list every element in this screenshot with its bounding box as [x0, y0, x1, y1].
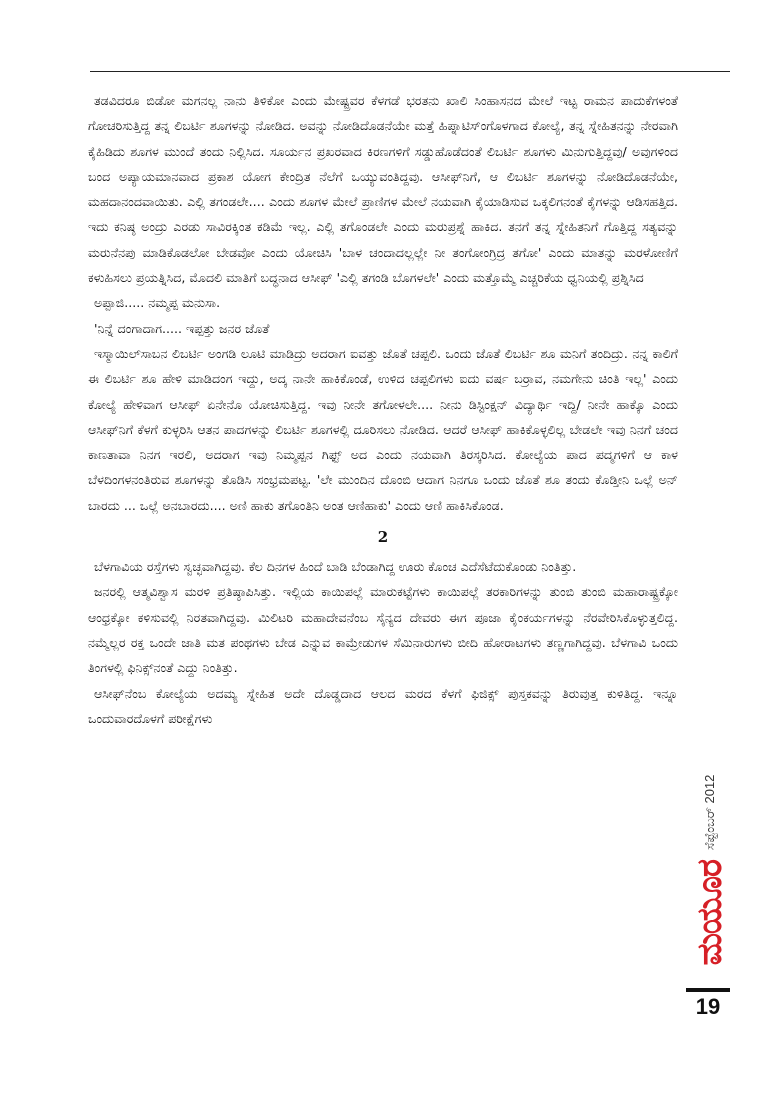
page-number: 19 — [695, 994, 721, 1019]
paragraph: ಅಪ್ಪಾಜಿ..... ನಮ್ಮಪ್ಪ ಮನುಸಾ. — [94, 295, 221, 311]
issue-date: ಸೆಪ್ಟೆಂಬರ್ 2012 — [702, 774, 717, 850]
paragraph: ಇಸ್ಮಾಯಿಲ್‌ಸಾಬನ ಲಿಬರ್ಟಿ ಅಂಗಡಿ ಲೂಟಿ ಮಾಡಿದ್ರು ಅದರಾಗ ಐವತ್ತು ಜೊತೆ ಚಪ್ಪಲಿ. ಒಂದು ಜೊತೆ ಲಿಬರ್ಟಿ ಶೂ ಮನಿಗೆ ತಂದಿದ್ರು. ನನ್ನ ಕಾಲಿಗೆ ಈ ಲಿಬರ್ಟಿ ಶೂ ಹೇಳಿ ಮಾಡಿದಂಗ ಇದ್ದು, ಅದ್ಕ ನಾನೇ ಹಾಕಿಕೊಂಡೆ, ಉಳಿದ ಚಪ್ಪಲಿಗಳು ಐದು ವರ್ಷ ಬರ್ರಾವ, ನಮಗೇನು ಚಿಂತಿ ಇಲ್ಲ' ಎಂದು ಕೋಲ್ಯೆ ಹೇಳಿವಾಗ ಆಸೀಫ್ ಏನೇನೊ ಯೋಚಿಸುತ್ತಿದ್ದ. ಇವು ನೀನೇ ತಗೋಳಲೇ.... ನೀನು ಡಿಸ್ಟಿಂಕ್ಷನ್ ವಿದ್ಯಾರ್ಥಿ ಇದ್ದಿ/ ನೀನೇ ಹಾಕ್ಕೊ ಎಂದು ಆಸೀಫ್‌ನಿಗೆ ಕೆಳಗೆ ಕುಳ್ಳರಿಸಿ ಆತನ ಪಾದಗಳನ್ನು ಲಿಬರ್ಟಿ ಶೂಗಳಲ್ಲಿ ದೂರಿಸಲು ನೋಡಿದ. ಆದರೆ ಆಸೀಫ್ ಹಾಕಿಕೊಳ್ಳಲಿಲ್ಲ ಬೇಡಲೇ ಇವು ನಿನಗೆ ಚಂದ ಕಾಣತಾವಾ ನಿನಗ ಇರಲಿ, ಅದರಾಗ ಇವು ನಿಮ್ಮಪ್ಪನ ಗಿಫ್ಟ್ ಅದ ಎಂದು ನಯವಾಗಿ ತಿರಸ್ಕರಿಸಿದ. ಕೋಲ್ಯೆಯ ಪಾದ ಪದ್ಮಗಳಿಗೆ ಆ ಕಾಳ ಬೆಳದಿಂಗಳನಂತಿರುವ ಶೂಗಳನ್ನು ತೊಡಿಸಿ ಸಂಭ್ರಮಪಟ್ಟ. 'ಲೇ ಮುಂದಿನ ದೊಂಬಿ ಆದಾಗ ನಿನಗೂ ಒಂದು ಜೊತೆ ಶೂ ತಂದು ಕೊಡ್ತೀನಿ ಒಲ್ಲೆ ಅನ್ ಬಾರದು ... ಒಲ್ಲೆ ಅನಬಾರದು.... ಅಣಿ ಹಾಕು ತಗೊಂತಿನಿ ಅಂತ ಆಣಿಹಾಕು' ಎಂದು ಆಣಿ ಹಾಕಿಸಿಕೊಂಡ. — [88, 345, 678, 513]
magazine-masthead — [685, 770, 735, 975]
top-rule — [90, 71, 730, 72]
paragraph: ತಡವಿದರೂ ಬಿಡೋ ಮಗನಲ್ಲ ನಾನು ತಿಳಿಕೋ ಎಂದು ಮೇಷ್ಟ್ರವರ ಕೆಳಗಡೆ ಭರತನು ಖಾಲಿ ಸಿಂಹಾಸನದ ಮೇಲೆ ಇಟ್ಟ ರಾಮನ ಪಾದುಕೆಗಳಂತೆ ಗೋಚರಿಸುತ್ತಿದ್ದ ತನ್ನ ಲಿಬರ್ಟಿ ಶೂಗಳನ್ನು ನೋಡಿದ. ಅವನ್ನು ನೋಡಿದೊಡನೆಯೇ ಮತ್ತೆ ಹಿಪ್ನಾಟಿಸ್ಂಗೊಳಗಾದ ಕೋಲ್ಯೆ, ತನ್ನ ಸ್ನೇಹಿತನನ್ನು ನೇರವಾಗಿ ಕೈಹಿಡಿದು ಶೂಗಳ ಮುಂದೆ ತಂದು ನಿಲ್ಲಿಸಿದ. ಸೂರ್ಯನ ಪ್ರಖರವಾದ ಕಿರಣಗಳಿಗೆ ಸಡ್ಡುಹೊಡೆದಂತೆ ಲಿಬರ್ಟಿ ಶೂಗಳು ಮಿನುಗುತ್ತಿದ್ದವು/ ಅವುಗಳಿಂದ ಬಂದ ಅಪ್ಯಾಯಮಾನವಾದ ಪ್ರಕಾಶ ಯೋಗ ಕೇಂದ್ರಿತ ನೆಲೆಗೆ ಒಯ್ಯುವಂತಿದ್ದವು. ಆಸೀಫ್‌ನಿಗೆ, ಆ ಲಿಬರ್ಟಿ ಶೂಗಳನ್ನು ನೋಡಿದೊಡನೆಯೇ, ಮಹದಾನಂದವಾಯಿತು. ಎಲ್ಲಿ ತಗಂಡಲೇ.... ಎಂದು ಶೂಗಳ ಮೇಲೆ ಪ್ರಾಣಿಗಳ ಮೇಲೆ ನಯವಾಗಿ ಕೈಯಾಡಿಸುವ ಒಕ್ಕಲಿಗನಂತೆ ಕೈಗಳನ್ನು ಆಡಿಸಹತ್ತಿದ. ಇದು ಕನಿಷ್ಠ ಅಂದ್ರು ಎರಡು ಸಾವಿರಕ್ಕಿಂತ ಕಡಿಮೆ ಇಲ್ಲ. ಎಲ್ಲಿ ತಗೊಂಡಲೇ ಎಂದು ಮರುಪ್ರಶ್ನೆ ಹಾಕಿದ. ತನಗೆ ತನ್ನ ಸ್ನೇಹಿತನಿಗೆ ಗೊತ್ತಿದ್ದ ಸತ್ಯವನ್ನು ಮರುನೆನಪು ಮಾಡಿಕೊಡಲೋ ಬೇಡವೋ ಎಂದು ಯೋಚಿಸಿ 'ಬಾಳ ಚಂದಾದಲ್ಲಲ್ಲೇ ನೀ ತಂಗೋಂಗ್ರಿದ್ರ ತಗೋ' ಎಂದು ಮಾತನ್ನು ಮರಳೋಣಿಗೆ ಕಳುಹಿಸಲು ಪ್ರಯತ್ನಿಸಿದ, ಮೊದಲಿ ಮಾತಿಗೆ ಬದ್ಧನಾದ ಆಸೀಫ್ 'ಎಲ್ಲಿ ತಗಂಡಿ ಬೊಗಳಲೇ' ಎಂದು ಮತ್ತೊಮ್ಮೆ ಎಚ್ಚರಿಕೆಯ ಧ್ವನಿಯಲ್ಲಿ ಪ್ರಶ್ನಿಸಿದ — [88, 93, 678, 286]
paragraph: ಜನರಲ್ಲಿ ಆತ್ಮವಿಶ್ವಾಸ ಮರಳಿ ಪ್ರತಿಷ್ಠಾಪಿಸಿತ್ತು. ಇಲ್ಲಿಯ ಕಾಯಿಪಲ್ಲೆ ಮಾರುಕಟ್ಟೆಗಳು ಕಾಯಿಪಲ್ಲೆ ತರಕಾರಿಗಳನ್ನು ತುಂಬಿ ತುಂಬಿ ಮಹಾರಾಷ್ಟ್ರಕ್ಕೋ ಆಂಧ್ರಕ್ಕೋ ಕಳಿಸುವಲ್ಲಿ ನಿರತವಾಗಿದ್ದವು. ಮಿಲಿಟರಿ ಮಹಾದೇವನೆಂಬ ಸೈನ್ಯದ ದೇವರು ಈಗ ಪೂಜಾ ಕೈಂಕರ್ಯಗಳನ್ನು ನೆರವೇರಿಸಿಕೊಳ್ಳುತ್ತಲಿದ್ದ. ನಮ್ಮೆಲ್ಲರ ರಕ್ತ ಒಂದೇ ಜಾತಿ ಮತ ಪಂಥಗಳು ಬೇಡ ಎನ್ನುವ ಕಾಮ್ರೇಡುಗಳ ಸೆಮಿನಾರುಗಳು ಬೀದಿ ಹೋರಾಟಗಳು ತಣ್ಣಗಾಗಿದ್ದವು. ಬೆಳಗಾವಿ ಒಂದು ತಿಂಗಳಲ್ಲಿ ಫಿನಿಕ್ಸ್‌ನಂತೆ ಎದ್ದು ನಿಂತಿತ್ತು. — [88, 584, 678, 676]
section-number: 2 — [377, 528, 389, 547]
page-number-rule — [686, 988, 730, 992]
paragraph: 'ನಿನ್ನೆ ದಂಗಾದಾಗ..... ಇಪ್ಪತ್ತು ಜನರ ಜೊತೆ — [94, 320, 270, 336]
article-body — [88, 88, 678, 731]
magazine-logo: ಮಯೂರ — [690, 859, 730, 966]
paragraph: ಬೆಳಗಾವಿಯ ರಸ್ತೆಗಳು ಸ್ವಚ್ಛವಾಗಿದ್ದವು. ಕೆಲ ದಿನಗಳ ಹಿಂದೆ ಬಾಡಿ ಬೆಂಡಾಗಿದ್ದ ಊರು ಕೊಂಚ ಎದೆಸೆಟೆದುಕೊಂಡು ನಿಂತಿತ್ತು. — [94, 559, 577, 575]
paragraph: ಆಸೀಫ್‌ನೆಂಬ ಕೋಲ್ಯೆಯ ಅದಮ್ಯ ಸ್ನೇಹಿತ ಅದೇ ದೊಡ್ಡದಾದ ಆಲದ ಮರದ ಕೆಳಗೆ ಫಿಜಿಕ್ಸ್ ಪುಸ್ತಕವನ್ನು ತಿರುವುತ್ತ ಕುಳಿತಿದ್ದ. ಇನ್ನೂ ಒಂದುವಾರದೊಳಗೆ ಪರೀಕ್ಷೆಗಳು — [88, 685, 678, 726]
